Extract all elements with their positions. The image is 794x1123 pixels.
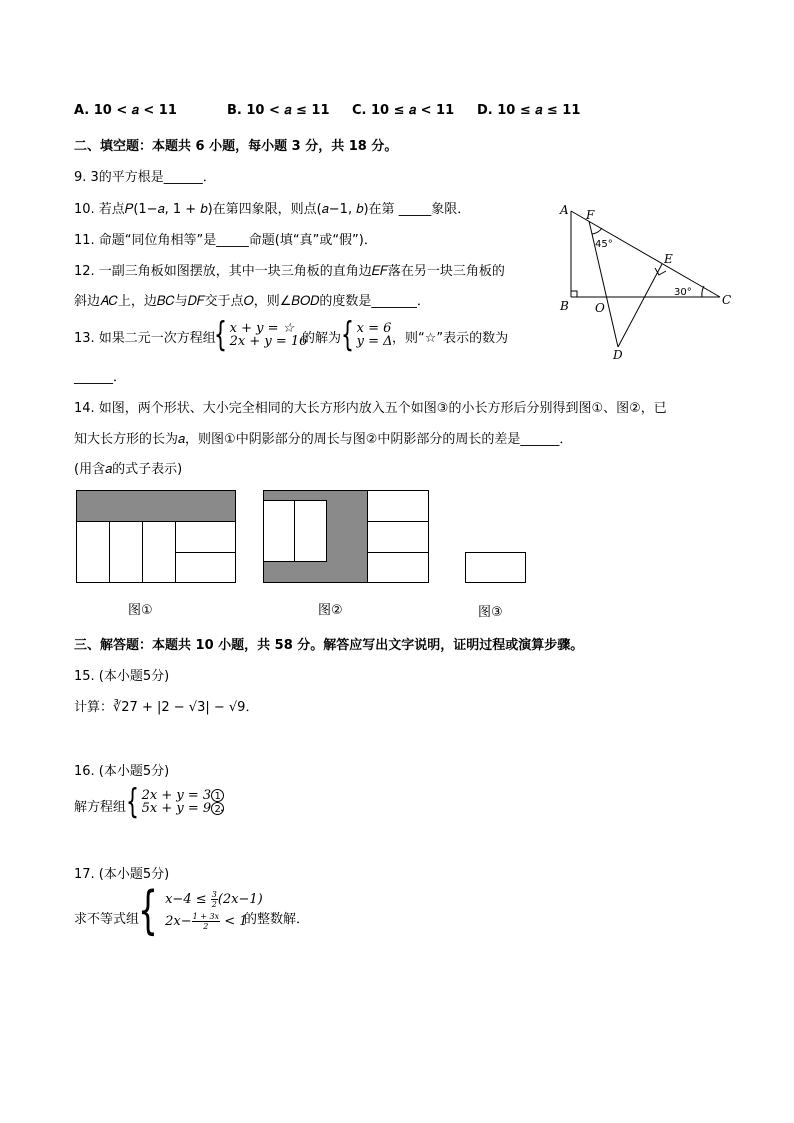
brace-icon: { [126,782,139,822]
equation-line: 𝑦 = 𝛥 [356,334,393,349]
small-rectangle [294,500,327,562]
option-b: B. 10 < 𝑎 ≤ 11 [227,103,330,118]
angle-arc-30 [702,286,704,297]
equation-line: 5𝑥 + 𝑦 = 9 2 [142,802,225,815]
fraction: $\frac{3}{2}$ [211,890,217,909]
small-rectangle [109,521,143,583]
brace-icon: { [214,315,227,355]
question-14-line-2: 知大长方形的长为𝑎，则图①中阴影部分的周长与图②中阴影部分的周长的差是______． [74,432,573,447]
equation-line: 𝑥 = 6 [356,321,392,336]
question-12-line-1: 12. 一副三角板如图摆放，其中一块三角板的直角边𝐸𝐹落在另一块三角板的 [74,264,505,279]
label-c: C [722,293,732,307]
question-17-suffix: 的整数解． [244,912,310,927]
question-16-title: 16. (本小题5分) [74,764,170,779]
question-17-prefix: 求不等式组 [74,912,140,927]
circled-number-icon: 2 [211,802,224,815]
circled-number-icon: 1 [211,789,224,802]
brace-icon: { [138,881,158,941]
label-d: D [613,348,623,362]
figure-1-label: 图① [128,603,153,618]
question-17-title: 17. (本小题5分) [74,867,170,882]
question-11: 11. 命题“同位角相等”是_____命题(填“真”或“假”)． [74,233,377,248]
question-13-suffix: ，则“☆”表示的数为 [392,331,509,346]
question-16-system [126,782,224,822]
section-3-heading: 三、解答题：本题共 10 小题，共 58 分。解答应写出文字说明，证明过程或演算步骤。 [74,638,584,653]
equation-line: 2𝑥 + 𝑦 = 16 [229,334,308,349]
inequality-line: 2𝑥− $\frac{\text{1 + 3𝑥}}{2}$ < 1 [165,912,248,931]
question-13-prefix: 13. 如果二元一次方程组 [74,331,216,346]
question-12-line-2: 斜边𝐴𝐶上，边𝐵𝐶与𝐷𝐹交于点𝑂，则∠𝐵𝑂𝐷的度数是_______． [74,294,430,309]
question-16-suffix: ． [220,800,234,815]
angle-45-label: 45° [595,239,613,250]
brace-icon: { [341,315,354,355]
small-rectangle [76,521,110,583]
question-10: 10. 若点𝑃(1−𝑎, 1 + 𝑏)在第四象限，则点(𝑎−1, 𝑏)在第 _____象限． [74,202,471,217]
right-angle-b [571,291,577,297]
option-d: D. 10 ≤ 𝑎 ≤ 11 [477,103,581,118]
inequality-line: 𝑥−4 ≤ $\frac{3}{2}$ (2𝑥−1) [165,890,263,909]
angle-30-label: 30° [674,287,692,298]
segment-ac [571,211,720,297]
question-13-system-2 [341,315,393,355]
small-rectangle [175,552,236,583]
shaded-region [76,490,236,522]
figure-3 [465,552,526,583]
question-15-body: 计算：∛27 + |2 − √3| − √9． [74,700,259,715]
question-14-line-1: 14. 如图，两个形状、大小完全相同的大长方形内放入五个如图③的小长方形后分别得到图①、图②，已 [74,401,667,416]
option-c: C. 10 ≤ 𝑎 < 11 [352,103,455,118]
label-b: B [560,299,569,313]
small-rectangle [263,500,295,562]
label-o: O [595,301,605,315]
option-a: A. 10 < 𝑎 < 11 [74,103,177,118]
fraction: $\frac{\text{1 + 3𝑥}}{2}$ [192,912,220,931]
question-15-title: 15. (本小题5分) [74,669,170,684]
equation-line: 𝑥 + 𝑦 = ☆ [229,321,295,336]
small-rectangle [175,521,236,553]
question-16-prefix: 解方程组 [74,800,127,815]
figure-2-label: 图② [318,603,343,618]
question-13-system-1 [214,315,308,355]
figure-1 [76,490,236,583]
label-a: A [560,203,569,217]
question-13-blank: ______． [74,370,127,385]
question-9: 9. 3的平方根是______． [74,170,216,185]
small-rectangle [367,552,429,583]
small-rectangle [142,521,176,583]
segment-ed [618,264,662,347]
triangle-figure [552,200,742,365]
question-13-mid: 的解为 [302,331,342,346]
figure-3-label: 图③ [478,605,503,620]
label-f: F [586,208,595,222]
small-rectangle [367,490,429,522]
label-e: E [664,252,673,266]
angle-arc-45 [592,228,602,234]
equation-line: 2𝑥 + 𝑦 = 3 1 [142,789,225,802]
figure-2 [263,490,429,583]
question-14-line-3: (用含𝑎的式子表示) [74,462,183,477]
small-rectangle [367,521,429,553]
section-2-heading: 二、填空题：本题共 6 小题，每小题 3 分，共 18 分。 [74,139,398,154]
